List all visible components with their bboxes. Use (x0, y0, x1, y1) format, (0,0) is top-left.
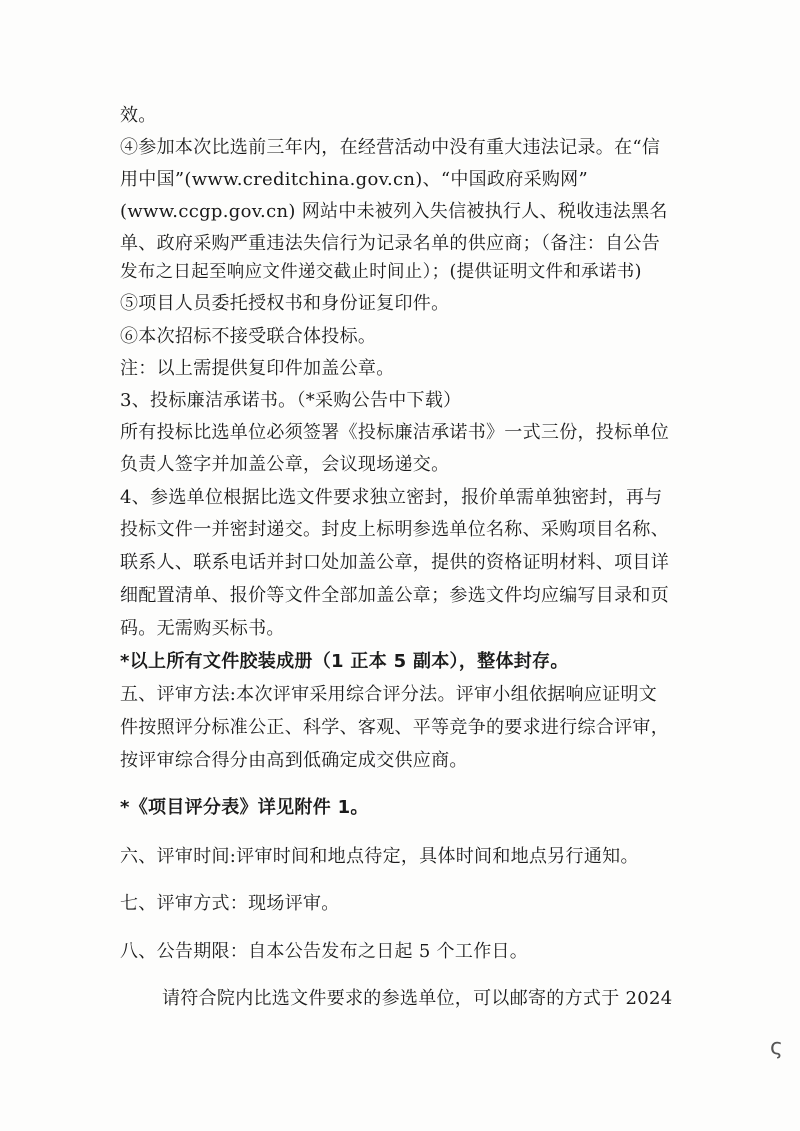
section-3-body-1: 所有投标比选单位必须签署《投标廉洁承诺书》一式三份，投标单位 (120, 422, 669, 443)
item-4-line-4: 单、政府采购严重违法失信行为记录名单的供应商；（备注：自公告 (120, 233, 660, 254)
section-4-line-3: 联系人、联系电话并封口处加盖公章，提供的资格证明材料、项目详 (120, 552, 669, 573)
text-line-continuation: 效。 (120, 105, 157, 126)
section-five-line-3: 按评审综合得分由高到低确定成交供应商。 (120, 750, 468, 771)
section-3-heading: 3、投标廉洁承诺书。（*采购公告中下载） (120, 390, 462, 411)
section-five-line-1: 五、评审方法:本次评审采用综合评分法。评审小组依据响应证明文 (120, 684, 658, 705)
section-seven-line: 七、评审方式：现场评审。 (120, 893, 340, 914)
closing-paragraph-line: 请符合院内比选文件要求的参选单位，可以邮寄的方式于 2024 (162, 988, 673, 1009)
binding-note: *以上所有文件胶装成册（1 正本 5 副本），整体封存。 (120, 651, 569, 672)
section-4-line-5: 码。无需购买标书。 (120, 618, 285, 639)
item-4-line-1: ④参加本次比选前三年内，在经营活动中没有重大违法记录。在“信 (120, 137, 661, 158)
section-4-line-1: 4、参选单位根据比选文件要求独立密封，报价单需单独密封，再与 (120, 487, 663, 508)
item-4-line-3: (www.ccgp.gov.cn) 网站中未被列入失信被执行人、税收违法黑名 (120, 201, 668, 222)
section-five-line-2: 件按照评分标准公正、科学、客观、平等竞争的要求进行综合评审， (120, 717, 669, 738)
section-eight-line: 八、公告期限：自本公告发布之日起 5 个工作日。 (120, 941, 529, 962)
section-4-line-4: 细配置清单、报价等文件全部加盖公章；参选文件均应编写目录和页 (120, 585, 669, 606)
item-4-line-2: 用中国”(www.creditchina.gov.cn)、“中国政府采购网” (120, 169, 588, 190)
item-4-line-5: 发布之日起至响应文件递交截止时间止）；(提供证明文件和承诺书) (120, 262, 642, 282)
section-six-line: 六、评审时间:评审时间和地点待定，具体时间和地点另行通知。 (120, 846, 639, 867)
item-6-line: ⑥本次招标不接受联合体投标。 (120, 326, 377, 347)
section-4-line-2: 投标文件一并密封递交。封皮上标明参选单位名称、采购项目名称、 (120, 519, 669, 540)
scoring-table-note: *《项目评分表》详见附件 1。 (120, 797, 369, 818)
note-line: 注：以上需提供复印件加盖公章。 (120, 358, 395, 379)
section-3-body-2: 负责人签字并加盖公章，会议现场递交。 (120, 454, 450, 475)
item-5-line: ⑤项目人员委托授权书和身份证复印件。 (120, 293, 450, 314)
edge-mark: ς (770, 1035, 783, 1060)
